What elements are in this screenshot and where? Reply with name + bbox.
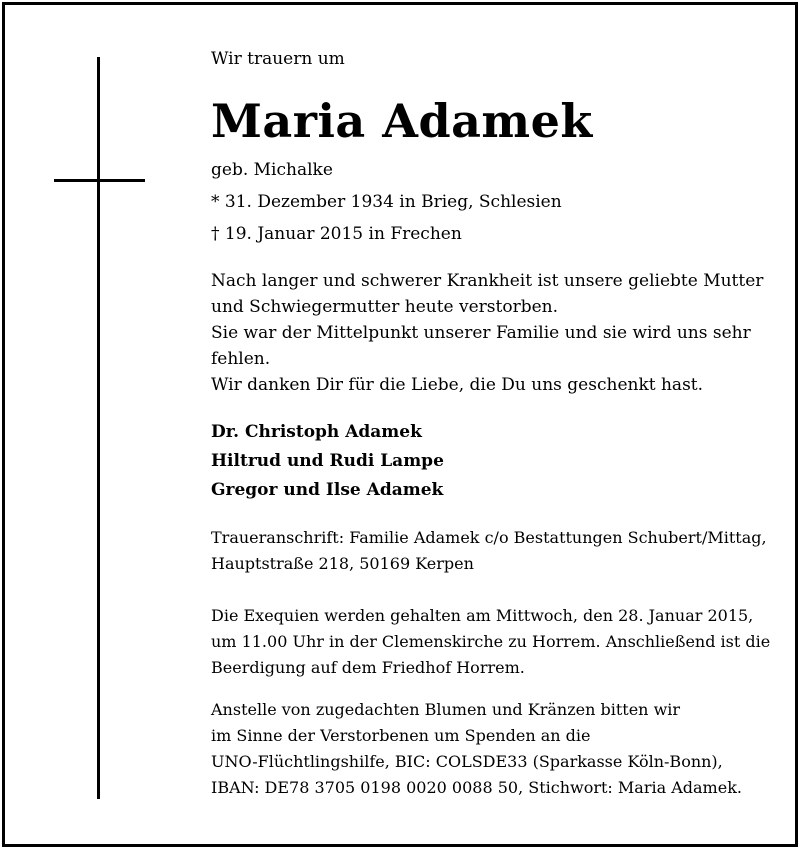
- message-line: Wir danken Dir für die Liebe, die Du uns geschenkt hast.: [211, 375, 704, 395]
- cross-icon: [97, 57, 100, 799]
- mourner-name: Dr. Christoph Adamek: [211, 422, 422, 442]
- mourning-address: [211, 525, 771, 577]
- mourner-name: Hiltrud und Rudi Lampe: [211, 451, 444, 471]
- mourner-name: Gregor und Ilse Adamek: [211, 480, 444, 500]
- address-line: Hauptstraße 218, 50169 Kerpen: [211, 554, 474, 573]
- donation-line: UNO-Flüchtlingshilfe, BIC: COLSDE33 (Sparkasse Köln-Bonn),: [211, 752, 723, 771]
- message-line: fehlen.: [211, 349, 271, 369]
- funeral-info: [211, 603, 771, 681]
- message-line: und Schwiegermutter heute verstorben.: [211, 297, 558, 317]
- donation-line: Anstelle von zugedachten Blumen und Kränzen bitten wir: [211, 700, 681, 719]
- message-line: Sie war der Mittelpunkt unserer Familie und sie wird uns sehr: [211, 323, 751, 343]
- obituary-text: [211, 46, 771, 801]
- deceased-name: Maria Adamek: [211, 94, 593, 148]
- intro-line: Wir trauern um: [211, 49, 345, 69]
- mourners: [211, 418, 771, 505]
- funeral-line: um 11.00 Uhr in der Clemenskirche zu Horrem. Anschließend ist die: [211, 632, 771, 651]
- birth-line: * 31. Dezember 1934 in Brieg, Schlesien: [211, 192, 562, 212]
- cross-bar: [54, 179, 145, 182]
- funeral-line: Beerdigung auf dem Friedhof Horrem.: [211, 658, 525, 677]
- message-line: Nach langer und schwerer Krankheit ist unsere geliebte Mutter: [211, 271, 764, 291]
- address-line: Traueranschrift: Familie Adamek c/o Bestattungen Schubert/Mittag,: [211, 528, 767, 547]
- death-line: † 19. Januar 2015 in Frechen: [211, 224, 462, 244]
- message: [211, 268, 771, 398]
- life-dates: [211, 154, 771, 250]
- maiden-name: geb. Michalke: [211, 160, 333, 180]
- donation-info: [211, 697, 771, 801]
- donation-line: im Sinne der Verstorbenen um Spenden an die: [211, 726, 591, 745]
- funeral-line: Die Exequien werden gehalten am Mittwoch, den 28. Januar 2015,: [211, 606, 754, 625]
- donation-line: IBAN: DE78 3705 0198 0020 0088 50, Stichwort: Maria Adamek.: [211, 778, 742, 797]
